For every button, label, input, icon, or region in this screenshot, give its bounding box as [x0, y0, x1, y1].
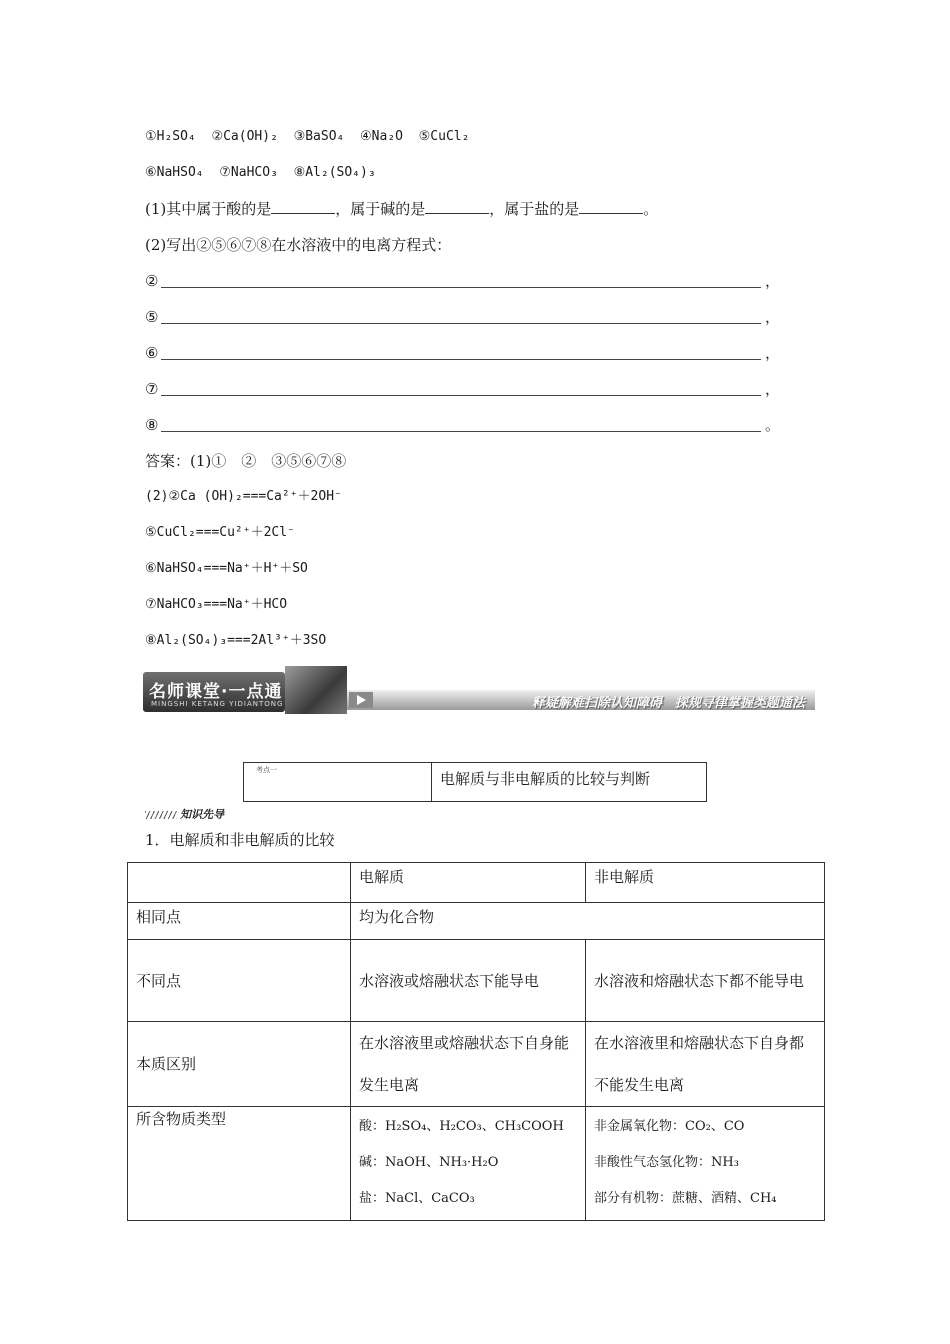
banner-logo: 名师课堂·一点通 MINGSHI KETANG YIDIANTONG: [143, 672, 285, 712]
compound-item: ③BaSO₄: [293, 129, 345, 144]
equation: ⑥NaHSO₄===Na⁺＋H⁺＋SO: [145, 561, 308, 576]
compound-item: ⑥NaHSO₄: [145, 165, 204, 180]
list-item: 非酸性气态氢化物：NH₃: [594, 1155, 739, 1170]
table-cell: 水溶液或熔融状态下能导电: [351, 940, 586, 1022]
table-row-label: 相同点: [128, 903, 351, 940]
play-icon: [349, 692, 373, 708]
equation: ⑤CuCl₂===Cu²⁺＋2Cl⁻: [145, 525, 295, 540]
table-row-label: 不同点: [128, 940, 351, 1022]
table-row-label: 所含物质类型: [128, 1107, 351, 1221]
table-cell: 均为化合物: [351, 903, 825, 940]
section-tag: 知识先导: [145, 806, 224, 822]
table-row-label: 本质区别: [128, 1022, 351, 1107]
topic-title: 电解质与非电解质的比较与判断: [440, 770, 651, 788]
question-part-2: (2)写出②⑤⑥⑦⑧在水溶液中的电离方程式：: [145, 236, 452, 254]
comparison-table: [127, 862, 825, 1221]
equation: ⑦NaHCO₃===Na⁺＋HCO: [145, 597, 288, 612]
answer-line[interactable]: ⑦ ，: [145, 380, 781, 398]
table-row: [128, 1107, 825, 1221]
compound-item: ①H₂SO₄: [145, 129, 196, 144]
banner-photo: [285, 666, 347, 714]
table-row: [128, 863, 825, 903]
section-heading: 1．电解质和非电解质的比较: [145, 831, 335, 849]
list-item: 盐：NaCl、CaCO₃: [359, 1191, 475, 1206]
table-cell: 水溶液和熔融状态下都不能导电: [586, 940, 825, 1022]
equation: ⑧Al₂(SO₄)₃===2Al³⁺＋3SO: [145, 633, 327, 648]
compound-item: ②Ca(OH)₂: [211, 129, 278, 144]
list-item: 酸：H₂SO₄、H₂CO₃、CH₃COOH: [359, 1119, 564, 1134]
section-banner: [143, 664, 815, 716]
table-row: [128, 1022, 825, 1107]
answer-part-1: 答案：(1)① ② ③⑤⑥⑦⑧: [145, 452, 347, 470]
banner-slogan: 释疑解难扫除认知障碍 探规寻律掌握类题通法: [531, 696, 805, 711]
compound-list-line-2: [145, 163, 376, 183]
list-item: 非金属氧化物：CO₂、CO: [594, 1119, 745, 1134]
table-cell: 在水溶液里和熔融状态下自身都不能发生电离: [586, 1022, 825, 1107]
table-row: [128, 903, 825, 940]
topic-tag: 考点一: [256, 766, 277, 774]
table-header-cell: 非电解质: [586, 863, 825, 903]
equation: (2)②Ca (OH)₂===Ca²⁺＋2OH⁻: [145, 489, 342, 504]
list-item: 碱：NaOH、NH₃·H₂O: [359, 1155, 499, 1170]
table-row: [128, 940, 825, 1022]
table-cell: [586, 1107, 825, 1221]
list-item: 部分有机物：蔗糖、酒精、CH₄: [594, 1191, 777, 1206]
table-cell: 在水溶液里或熔融状态下自身能发生电离: [351, 1022, 586, 1107]
compound-item: ⑦NaHCO₃: [219, 165, 278, 180]
compound-item: ⑧Al₂(SO₄)₃: [293, 165, 376, 180]
answer-line[interactable]: ⑥ ，: [145, 344, 781, 362]
answer-blank[interactable]: [579, 199, 643, 214]
answer-line[interactable]: ⑧ 。: [145, 416, 781, 434]
compound-item: ④Na₂O: [360, 129, 403, 144]
topic-box: [243, 762, 707, 802]
answer-line[interactable]: ⑤ ，: [145, 308, 781, 326]
answer-blank[interactable]: [425, 199, 489, 214]
answer-blank[interactable]: [271, 199, 335, 214]
hatch-decoration: [145, 811, 177, 819]
topic-tag-cell: [244, 763, 432, 801]
compound-list-line-1: [145, 127, 469, 147]
table-header-cell: 电解质: [351, 863, 586, 903]
table-header-cell: [128, 863, 351, 903]
question-part-1: (1)其中属于酸的是 ，属于碱的是 ，属于盐的是 。: [145, 200, 659, 218]
table-cell: [351, 1107, 586, 1221]
answer-line[interactable]: ② ，: [145, 272, 781, 290]
compound-item: ⑤CuCl₂: [418, 129, 470, 144]
